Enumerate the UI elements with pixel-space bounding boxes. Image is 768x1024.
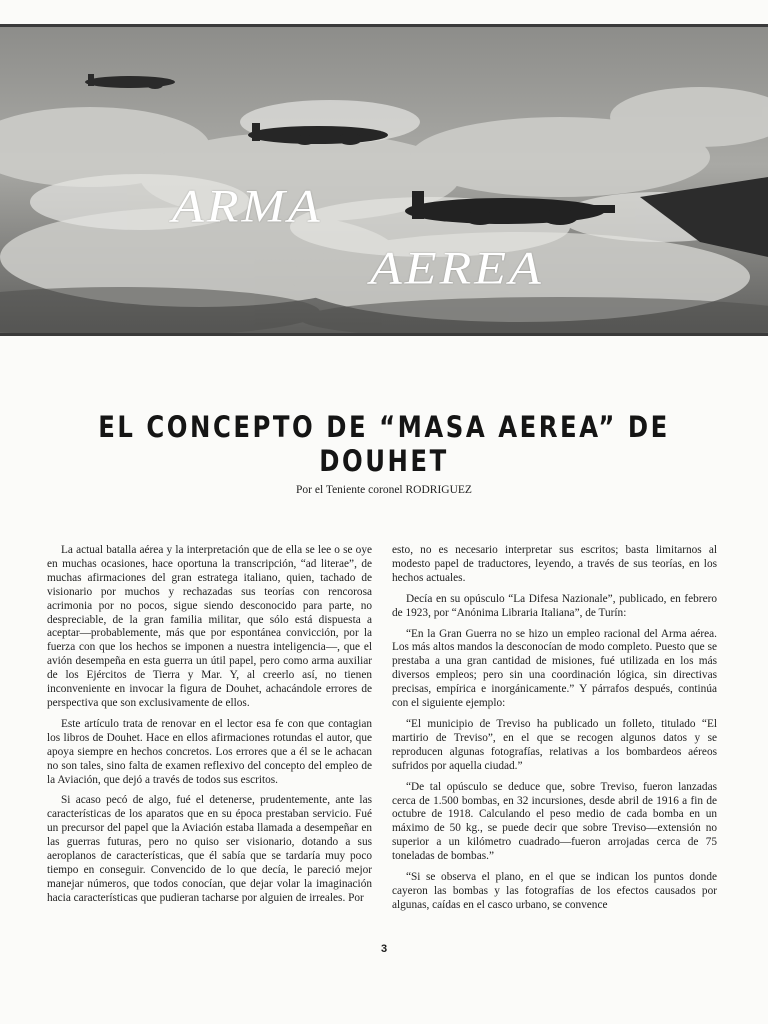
article-title: EL CONCEPTO DE “MASA AEREA” DE DOUHET (98, 410, 670, 478)
right-column (392, 544, 717, 920)
paragraph: “De tal opúsculo se deduce que, sobre Treviso, fueron lanzadas cerca de 1.500 bombas, en 32 incursiones, desde abril de 1916 a fin de octubre de 1918. Calculando el peso medio de cada bomba en un máximo de 50 kg., se puede decir que sobre Treviso—extensión no superior a un kilómetro cuadrado—fueron arrojadas cerca de 75 toneladas de bombas.” (392, 780, 717, 863)
paragraph: La actual batalla aérea y la interpretación que de ella se lee o se oye en muchas ocasiones, hace oportuna la transcripción, “ad literae”, de muchas afirmaciones del gran estratega italiano, quien, tachado de visionario por muchos y rechazadas sus teorías con rencorosa acrimonia por no pocos, sigue siendo desconocido para parte, no despreciable, de la gran familia militar, que sólo está dispuesta a aceptar—probablemente, más que por espontánea convicción, por la fuerza con que los hechos se imponen a nuestra inteligencia—, que el avión desempeña en esta guerra un útil papel, pero como arma auxiliar de los Ejércitos de Tierra y Mar. Y, al creerlo así, no tienen inconveniente en invocar la figura de Douhet, achacándole errores de perspectiva que son exclusivamente de ellos. (47, 544, 372, 709)
paragraph: “Si se observa el plano, en el que se indican los puntos donde cayeron las bombas y las fotografías de los efectos causados por algunas, caídas en el casco urbano, se convence (392, 871, 717, 911)
paragraph: esto, no es necesario interpretar sus escritos; basta limitarnos al modesto papel de traductores, leyendo, a través de sus teorías, en los hechos actuales. (392, 544, 717, 584)
paragraph: “El municipio de Treviso ha publicado un folleto, titulado “El martirio de Treviso”, en el que se recogen algunos datos y se reproducen algunas fotografías, relativas a los bombardeos aéreos sufridos por aquella ciudad.” (392, 717, 717, 772)
paragraph: Este artículo trata de renovar en el lector esa fe con que contagian los libros de Douhet. Hace en ellos afirmaciones rotundas el autor, que apoya siempre en hechos concretos. Los errores que a él se le achacan no son tales, sino falta de examen reflexivo del concepto del empleo de la Aviación, que dejó a través de todos sus escritos. (47, 717, 372, 786)
banner-title-word-2: AEREA (370, 242, 544, 295)
page-number: 3 (380, 943, 388, 955)
left-column (47, 544, 372, 913)
paragraph: Decía en su opúsculo “La Difesa Nazionale”, publicado, en febrero de 1923, por “Anónima Libraria Italiana”, de Turín: (392, 592, 717, 619)
paragraph: “En la Gran Guerra no se hizo un empleo racional del Arma aérea. Los más altos mandos la desconocían de modo completo. Puesto que se prestaba a una gran cantidad de misiones, fué utilizada en los más diversos empleos; pero sin una coordinación lógica, sin directivas precisas, empírica e inorgánicamente.” Y párrafos después, continúa con el siguiente ejemplo: (392, 627, 717, 710)
banner-title-word-1: ARMA (172, 180, 323, 233)
header-photo (0, 24, 768, 336)
article-byline: Por el Teniente coronel RODRIGUEZ (296, 484, 472, 496)
paragraph: Si acaso pecó de algo, fué el detenerse, prudentemente, ante las características de los aparatos que en su época prestaban servicio. Fué un precursor del papel que la Aviación estaba llamada a desempeñar en las guerras futuras, pero no quiso ser visionario, dotando a sus aeroplanos de características, que él sabía que se tardaría muy poco tiempo en conseguir. Convencido de lo que decía, le pareció mejor manejar números, que todos conocían, que dejar volar la imaginación hacia características que pudieran tacharse por alguien de irreales. Por (47, 794, 372, 904)
